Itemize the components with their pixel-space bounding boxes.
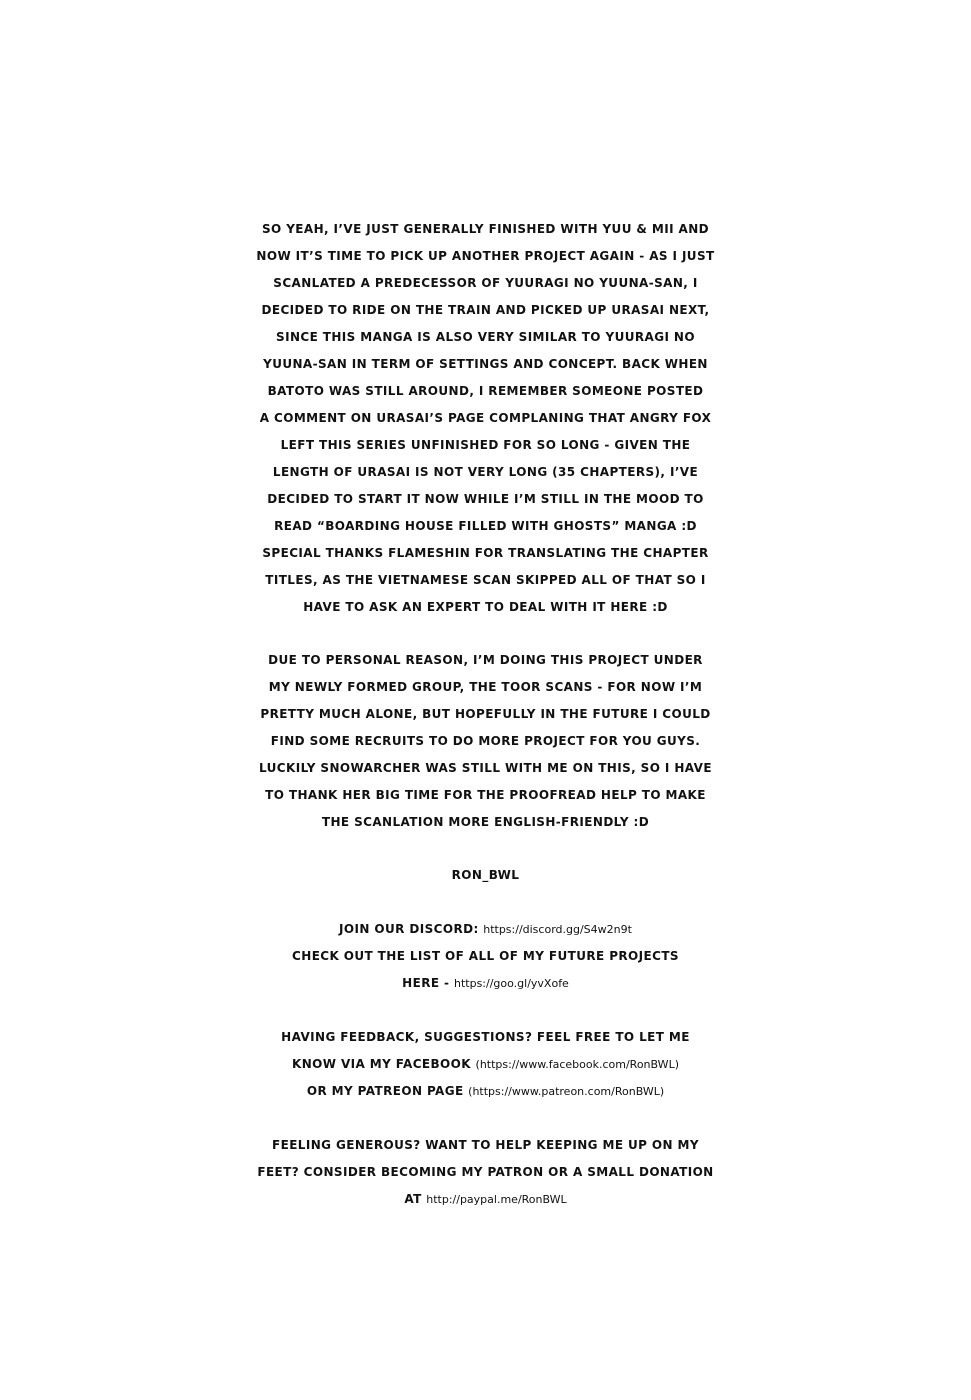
text-line: SINCE THIS MANGA IS ALSO VERY SIMILAR TO YUURAGI NO <box>276 330 695 344</box>
text-line: MY NEWLY FORMED GROUP, THE TOOR SCANS - FOR NOW I’M <box>268 680 703 694</box>
links-block <box>10 916 961 997</box>
text-line: CHECK OUT THE LIST OF ALL OF MY FUTURE PROJECTS <box>292 949 679 963</box>
text-line: NOW IT’S TIME TO PICK UP ANOTHER PROJECT AGAIN - AS I JUST <box>256 249 715 263</box>
group-paragraph <box>10 647 961 836</box>
text-line: BATOTO WAS STILL AROUND, I REMEMBER SOMEONE POSTED <box>267 384 704 398</box>
paypal-line <box>10 1186 961 1213</box>
patreon-link[interactable]: (https://www.patreon.com/RonBWL) <box>468 1085 665 1098</box>
text-line: FEET? CONSIDER BECOMING MY PATRON OR A SMALL DONATION <box>257 1165 714 1179</box>
projects-label: HERE - <box>402 976 450 990</box>
text-line: YUUNA-SAN IN TERM OF SETTINGS AND CONCEPT. BACK WHEN <box>263 357 708 371</box>
text-line: READ “BOARDING HOUSE FILLED WITH GHOSTS” MANGA :D <box>274 519 697 533</box>
text-line: HAVE TO ASK AN EXPERT TO DEAL WITH IT HERE :D <box>303 600 668 614</box>
text-line: FEELING GENEROUS? WANT TO HELP KEEPING ME UP ON MY <box>272 1138 699 1152</box>
text-line: SO YEAH, I’VE JUST GENERALLY FINISHED WITH YUU & MII AND <box>261 222 710 236</box>
text-line: LEFT THIS SERIES UNFINISHED FOR SO LONG - GIVEN THE <box>280 438 691 452</box>
text-line: DECIDED TO RIDE ON THE TRAIN AND PICKED UP URASAI NEXT, <box>261 303 710 317</box>
paypal-label: AT <box>404 1192 422 1206</box>
discord-label: JOIN OUR DISCORD: <box>339 922 479 936</box>
discord-line <box>10 916 961 943</box>
text-line: SPECIAL THANKS FLAMESHIN FOR TRANSLATING THE CHAPTER <box>262 546 709 560</box>
discord-link[interactable]: https://discord.gg/S4w2n9t <box>483 923 632 936</box>
text-line: THE SCANLATION MORE ENGLISH-FRIENDLY :D <box>321 815 650 829</box>
signature-block <box>10 862 961 889</box>
text-line: A COMMENT ON URASAI’S PAGE COMPLANING THAT ANGRY FOX <box>259 411 712 425</box>
donation-block <box>10 1132 961 1213</box>
paypal-link[interactable]: http://paypal.me/RonBWL <box>426 1193 567 1206</box>
patreon-line <box>10 1078 961 1105</box>
projects-line <box>10 970 961 997</box>
text-line: DECIDED TO START IT NOW WHILE I’M STILL IN THE MOOD TO <box>267 492 704 506</box>
text-line: LUCKILY SNOWARCHER WAS STILL WITH ME ON THIS, SO I HAVE <box>259 761 712 775</box>
facebook-line <box>10 1051 961 1078</box>
facebook-label: KNOW VIA MY FACEBOOK <box>292 1057 471 1071</box>
patreon-label: OR MY PATREON PAGE <box>306 1084 464 1098</box>
text-line: TO THANK HER BIG TIME FOR THE PROOFREAD HELP TO MAKE <box>265 788 706 802</box>
text-line: PRETTY MUCH ALONE, BUT HOPEFULLY IN THE FUTURE I COULD <box>260 707 711 721</box>
text-line: SCANLATED A PREDECESSOR OF YUURAGI NO YUUNA-SAN, I <box>273 276 698 290</box>
text-line: HAVING FEEDBACK, SUGGESTIONS? FEEL FREE TO LET ME <box>281 1030 690 1044</box>
intro-paragraph <box>10 216 961 621</box>
signature: RON_BWL <box>451 868 520 882</box>
feedback-block <box>10 1024 961 1105</box>
projects-link[interactable]: https://goo.gl/yvXofe <box>453 977 569 990</box>
facebook-link[interactable]: (https://www.facebook.com/RonBWL) <box>475 1058 679 1071</box>
text-line: FIND SOME RECRUITS TO DO MORE PROJECT FOR YOU GUYS. <box>270 734 701 748</box>
text-line: TITLES, AS THE VIETNAMESE SCAN SKIPPED ALL OF THAT SO I <box>265 573 706 587</box>
text-line: LENGTH OF URASAI IS NOT VERY LONG (35 CHAPTERS), I’VE <box>272 465 699 479</box>
text-line: DUE TO PERSONAL REASON, I’M DOING THIS PROJECT UNDER <box>268 653 703 667</box>
